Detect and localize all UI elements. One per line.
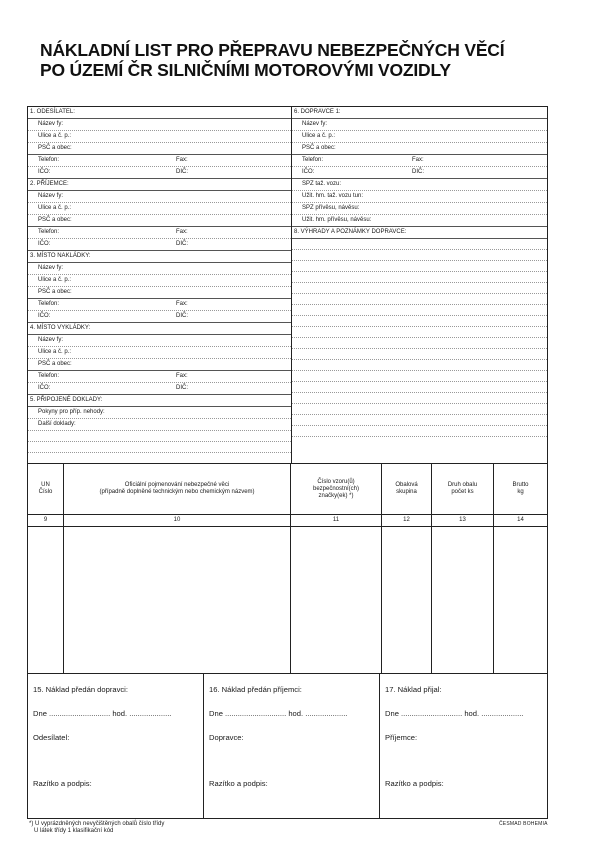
field-label: Ulice a č. p.: [38, 205, 72, 211]
field-row[interactable] [292, 155, 547, 167]
field-row[interactable] [28, 311, 291, 323]
stamp-signature-label: Razítko a podpis: [33, 779, 92, 788]
field-row[interactable] [292, 167, 547, 179]
field-row[interactable] [28, 347, 291, 359]
block-title: 16. Náklad předán příjemci: [209, 685, 302, 694]
right-column [292, 107, 547, 463]
field-label: PSČ a obec: [38, 289, 72, 295]
section-heading: 8. VÝHRADY A POZNÁMKY DOPRAVCE: [292, 227, 547, 239]
field-label: Ulice a č. p.: [302, 133, 336, 139]
field-row[interactable] [292, 131, 547, 143]
blank-line[interactable] [28, 442, 291, 453]
section-heading: 5. PŘIPOJENÉ DOKLADY: [28, 395, 291, 407]
notes-line[interactable] [292, 327, 547, 338]
date-hour-field[interactable]: Dne ............................. hod. .................... [33, 709, 172, 718]
column-number: 9 [28, 515, 64, 526]
notes-line[interactable] [292, 349, 547, 360]
field-label: Telefon: [302, 157, 324, 163]
field-label: DIČ: [176, 385, 188, 391]
stamp-signature-label: Razítko a podpis: [385, 779, 444, 788]
field-label: Telefon: [38, 301, 60, 307]
field-label: IČO: [38, 241, 51, 247]
notes-line[interactable] [292, 415, 547, 426]
date-hour-field[interactable]: Dne ............................. hod. .................... [209, 709, 348, 718]
notes-line[interactable] [292, 239, 547, 250]
field-row[interactable] [28, 167, 291, 179]
field-row[interactable] [28, 371, 291, 383]
handover-to-carrier[interactable] [28, 674, 204, 818]
field-label: Fax: [412, 157, 424, 163]
notes-line[interactable] [292, 360, 547, 371]
field-label: SPZ taž. vozu: [302, 181, 342, 187]
field-row[interactable] [28, 263, 291, 275]
block-title: 15. Náklad předán dopravci: [33, 685, 128, 694]
field-row[interactable] [292, 215, 547, 227]
field-row[interactable] [292, 203, 547, 215]
field-row[interactable] [28, 119, 291, 131]
goods-cell[interactable] [432, 527, 494, 673]
field-label: IČO: [38, 169, 51, 175]
field-row[interactable] [292, 143, 547, 155]
field-label: PSČ a obec: [38, 361, 72, 367]
field-row[interactable] [28, 299, 291, 311]
field-row[interactable] [292, 191, 547, 203]
column-number: 10 [64, 515, 291, 526]
section-heading: 4. MÍSTO VYKLÁDKY: [28, 323, 291, 335]
header-label-number: Číslo vzoru(ů) bezpečnostní(ch) značky(ek) *) [291, 464, 382, 514]
section-heading: 6. DOPRAVCE 1: [292, 107, 547, 119]
field-label: Název fy: [302, 121, 328, 127]
column-number: 12 [382, 515, 432, 526]
field-label: PSČ a obec: [302, 145, 336, 151]
notes-line[interactable] [292, 283, 547, 294]
field-label: Název fy: [38, 265, 64, 271]
field-label: Užit. hm. taž. vozu tun: [302, 193, 364, 199]
section-heading: 3. MÍSTO NAKLÁDKY: [28, 251, 291, 263]
stamp-signature-label: Razítko a podpis: [209, 779, 268, 788]
field-label: IČO: [38, 313, 51, 319]
footnote [29, 821, 164, 835]
notes-line[interactable] [292, 382, 547, 393]
notes-line[interactable] [292, 272, 547, 283]
field-label: Fax: [176, 301, 188, 307]
field-label: Ulice a č. p.: [38, 277, 72, 283]
date-hour-field[interactable]: Dne ............................. hod. .................... [385, 709, 524, 718]
document-title [40, 40, 580, 80]
title-line-2: PO ÚZEMÍ ČR SILNIČNÍMI MOTOROVÝMI VOZIDLY [40, 60, 451, 80]
field-label: Název fy: [38, 337, 64, 343]
field-label: Fax: [176, 157, 188, 163]
column-number-row [28, 515, 547, 527]
column-number: 11 [291, 515, 382, 526]
field-label: IČO: [302, 169, 315, 175]
handover-to-recipient[interactable] [204, 674, 380, 818]
field-row[interactable] [28, 143, 291, 155]
field-row[interactable] [28, 383, 291, 395]
field-label: DIČ: [412, 169, 424, 175]
field-row[interactable] [28, 275, 291, 287]
goods-cell[interactable] [64, 527, 291, 673]
party-label: Odesílatel: [33, 733, 70, 742]
field-row[interactable] [28, 155, 291, 167]
goods-cell[interactable] [28, 527, 64, 673]
field-row[interactable] [28, 227, 291, 239]
field-row[interactable] [28, 419, 291, 431]
section-heading: 2. PŘÍJEMCE: [28, 179, 291, 191]
field-label: IČO: [38, 385, 51, 391]
goods-cell[interactable] [494, 527, 547, 673]
party-label: Dopravce: [209, 733, 244, 742]
field-label: Užit. hm. přívěsu, návěsu: [302, 217, 372, 223]
field-label: SPZ přívěsu, návěsu: [302, 205, 360, 211]
goods-cell[interactable] [382, 527, 432, 673]
field-label: PSČ a obec: [38, 217, 72, 223]
notes-line[interactable] [292, 426, 547, 437]
field-row[interactable] [28, 191, 291, 203]
header-official-name: Oficiální pojmenování nebezpečné věci (případně doplněné technickým nebo chemickým názvem) [64, 464, 291, 514]
header-gross-weight: Brutto kg [512, 482, 529, 495]
section-heading: 1. ODESÍLATEL: [28, 107, 291, 119]
field-label: DIČ: [176, 169, 188, 175]
notes-line[interactable] [292, 371, 547, 382]
header-packing-group: Obalová skupina [382, 464, 432, 514]
field-label: Telefon: [38, 229, 60, 235]
footnote-line-1: *) U vyprázdněných nevyčištěných obalů číslo třídy [29, 821, 165, 827]
field-label: Název fy: [38, 121, 64, 127]
field-label: DIČ: [176, 313, 188, 319]
title-line-1: NÁKLADNÍ LIST PRO PŘEPRAVU NEBEZPEČNÝCH VĚCÍ [40, 40, 505, 60]
signature-section [28, 673, 547, 818]
column-number: 14 [517, 517, 524, 523]
header-package-type: Druh obalu počet ks [432, 464, 494, 514]
header-un-number: UN Číslo [28, 464, 64, 514]
notes-line[interactable] [292, 294, 547, 305]
party-label: Příjemce: [385, 733, 418, 742]
field-row[interactable] [28, 239, 291, 251]
goods-table-body[interactable] [28, 527, 547, 673]
field-row[interactable] [28, 287, 291, 299]
field-row[interactable] [292, 119, 547, 131]
footnote-line-2: U látek třídy 1 klasifikační kód [34, 828, 114, 834]
publisher-mark: ČESMAD BOHEMIA [499, 821, 548, 827]
field-label: DIČ: [176, 241, 188, 247]
left-column [28, 107, 292, 463]
column-number: 13 [432, 515, 494, 526]
notes-line[interactable] [292, 393, 547, 404]
field-label: Telefon: [38, 157, 60, 163]
field-label: Fax: [176, 229, 188, 235]
field-row[interactable] [28, 407, 291, 419]
field-row[interactable] [292, 179, 547, 191]
block-title: 17. Náklad přijal: [385, 685, 442, 694]
field-row[interactable] [28, 335, 291, 347]
field-label: Fax: [176, 373, 188, 379]
blank-line[interactable] [28, 431, 291, 442]
field-row[interactable] [28, 131, 291, 143]
field-label: Pokyny pro příp. nehody: [38, 409, 105, 415]
field-label: Ulice a č. p.: [38, 133, 72, 139]
goods-table-header [28, 463, 547, 515]
notes-line[interactable] [292, 261, 547, 272]
field-row[interactable] [28, 359, 291, 371]
field-label: Ulice a č. p.: [38, 349, 72, 355]
notes-line[interactable] [292, 305, 547, 316]
received-by[interactable] [380, 674, 547, 818]
notes-line[interactable] [292, 338, 547, 349]
notes-line[interactable] [292, 404, 547, 415]
notes-line[interactable] [292, 316, 547, 327]
field-label: Další doklady: [38, 421, 76, 427]
goods-cell[interactable] [291, 527, 382, 673]
field-label: Název fy: [38, 193, 64, 199]
field-row[interactable] [28, 203, 291, 215]
field-label: Telefon: [38, 373, 60, 379]
notes-line[interactable] [292, 250, 547, 261]
field-row[interactable] [28, 215, 291, 227]
field-label: PSČ a obec: [38, 145, 72, 151]
form-frame [27, 106, 548, 819]
